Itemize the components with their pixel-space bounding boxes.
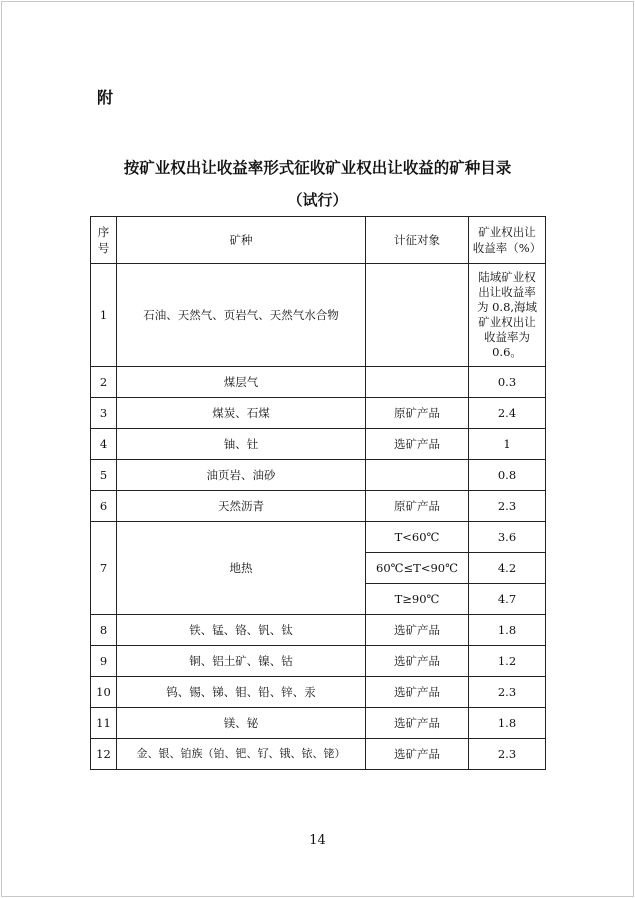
row-object: 原矿产品 xyxy=(366,491,469,522)
row-rate: 1.8 xyxy=(469,615,546,646)
row-object: 选矿产品 xyxy=(366,429,469,460)
mineral-catalog-table xyxy=(90,216,546,770)
row-rate: 4.7 xyxy=(469,584,546,615)
page-number: 14 xyxy=(309,833,326,848)
header-object: 计征对象 xyxy=(366,217,469,264)
row-mineral: 铀、钍 xyxy=(117,429,366,460)
row-mineral: 油页岩、油砂 xyxy=(117,460,366,491)
row-number: 5 xyxy=(91,460,117,491)
table-header-row xyxy=(91,217,546,264)
table-row xyxy=(91,429,546,460)
row-object: 选矿产品 xyxy=(366,615,469,646)
row-number: 6 xyxy=(91,491,117,522)
document-title: 按矿业权出让收益率形式征收矿业权出让收益的矿种目录 xyxy=(123,159,512,177)
table-row xyxy=(91,677,546,708)
row-rate: 3.6 xyxy=(469,522,546,553)
header-mineral: 矿种 xyxy=(117,217,366,264)
header-rate: 矿业权出让 收益率（%） xyxy=(469,217,546,264)
row-object: 原矿产品 xyxy=(366,398,469,429)
row-object: T<60℃ xyxy=(366,522,469,553)
row-rate: 1 xyxy=(469,429,546,460)
row-object xyxy=(366,460,469,491)
row-object: 60℃≤T<90℃ xyxy=(366,553,469,584)
row-rate: 陆域矿业权 出让收益率 为 0.8,海域 矿业权出让 收益率为 0.6。 xyxy=(469,264,546,367)
table-row xyxy=(91,739,546,770)
row-number: 11 xyxy=(91,708,117,739)
row-mineral: 铜、铝土矿、镍、钴 xyxy=(117,646,366,677)
row-object: T≥90℃ xyxy=(366,584,469,615)
row-mineral: 镁、铋 xyxy=(117,708,366,739)
row-number: 7 xyxy=(91,522,117,615)
row-number: 1 xyxy=(91,264,117,367)
row-mineral: 钨、锡、锑、钼、铅、锌、汞 xyxy=(117,677,366,708)
row-rate: 2.4 xyxy=(469,398,546,429)
row-mineral: 煤层气 xyxy=(117,367,366,398)
row-number: 4 xyxy=(91,429,117,460)
row-number: 3 xyxy=(91,398,117,429)
row-mineral: 铁、锰、铬、钒、钛 xyxy=(117,615,366,646)
row-object xyxy=(366,367,469,398)
header-seq: 序 号 xyxy=(91,217,117,264)
row-rate: 0.3 xyxy=(469,367,546,398)
row-mineral: 石油、天然气、页岩气、天然气水合物 xyxy=(117,264,366,367)
row-object: 选矿产品 xyxy=(366,646,469,677)
row-mineral: 地热 xyxy=(117,522,366,615)
row-number: 2 xyxy=(91,367,117,398)
row-number: 10 xyxy=(91,677,117,708)
row-rate: 0.8 xyxy=(469,460,546,491)
document-subtitle: （试行） xyxy=(287,191,348,209)
table-row xyxy=(91,398,546,429)
row-mineral: 金、银、铂族（铂、钯、钌、锇、铱、铑） xyxy=(117,739,366,770)
row-rate: 2.3 xyxy=(469,739,546,770)
row-object: 选矿产品 xyxy=(366,677,469,708)
table-row xyxy=(91,491,546,522)
row-object: 选矿产品 xyxy=(366,708,469,739)
table-row xyxy=(91,646,546,677)
table-row xyxy=(91,522,546,553)
table-row xyxy=(91,264,546,367)
table-row xyxy=(91,615,546,646)
row-mineral: 天然沥青 xyxy=(117,491,366,522)
table-row xyxy=(91,367,546,398)
row-rate: 1.2 xyxy=(469,646,546,677)
row-number: 9 xyxy=(91,646,117,677)
row-rate: 2.3 xyxy=(469,491,546,522)
row-mineral: 煤炭、石煤 xyxy=(117,398,366,429)
row-object xyxy=(366,264,469,367)
row-rate: 4.2 xyxy=(469,553,546,584)
row-rate: 2.3 xyxy=(469,677,546,708)
appendix-label: 附 xyxy=(97,88,114,107)
row-number: 12 xyxy=(91,739,117,770)
table-row xyxy=(91,460,546,491)
row-rate: 1.8 xyxy=(469,708,546,739)
row-object: 选矿产品 xyxy=(366,739,469,770)
row-number: 8 xyxy=(91,615,117,646)
table-row xyxy=(91,708,546,739)
